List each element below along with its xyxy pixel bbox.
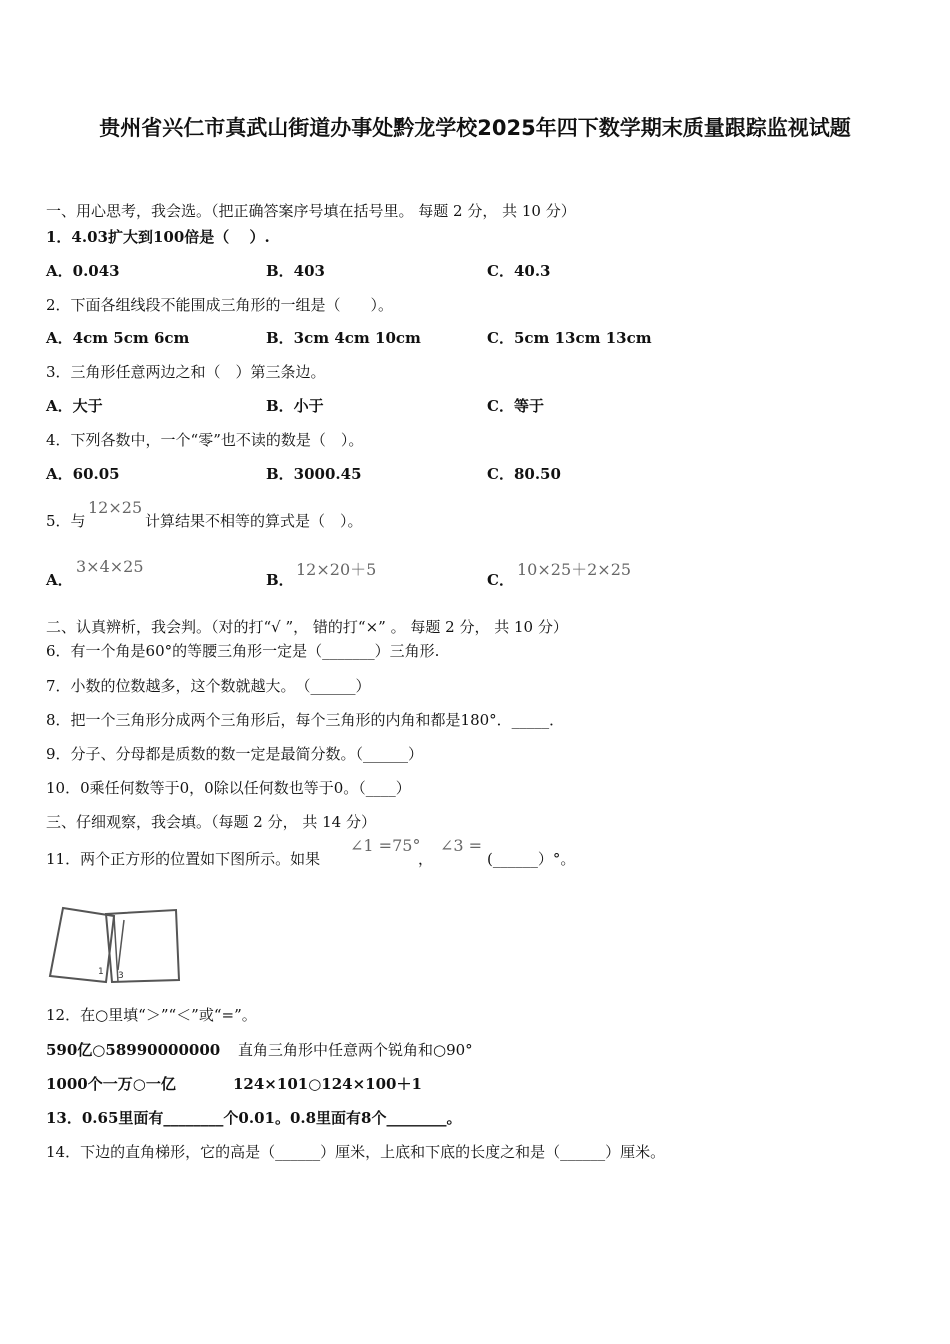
question-1-option-a: A．0.043 xyxy=(46,262,120,280)
question-11-separator: ， xyxy=(418,850,434,868)
question-7: 7．小数的位数越多，这个数就越大。 （______） xyxy=(46,677,371,695)
question-3-option-b: B．小于 xyxy=(266,397,324,415)
left-square xyxy=(50,908,114,982)
question-5-option-c: C． xyxy=(487,571,514,589)
question-2-option-c: C．5cm 13cm 13cm xyxy=(487,329,652,347)
angle-line-2 xyxy=(118,920,124,970)
question-1-option-b: B．403 xyxy=(266,262,325,280)
question-2-stem: 2．下面各组线段不能围成三角形的一组是（ ）。 xyxy=(46,296,394,314)
question-5-option-a-expression: 3×4×25 xyxy=(76,557,144,576)
question-10: 10．0乘任何数等于0，0除以任何数也等于0。（____） xyxy=(46,779,411,797)
question-5-option-a: A． xyxy=(46,571,73,589)
question-12-item-4: 124×101○124×100＋1 xyxy=(233,1075,422,1093)
section-2-heading: 二、认真辨析，我会判。（对的打“√ ”， 错的打“×” 。 每题 2 分， 共 10 分） xyxy=(46,618,568,636)
question-12-stem: 12．在○里填“＞”“＜”或“=”。 xyxy=(46,1006,257,1024)
question-1-option-c: C．40.3 xyxy=(487,262,551,280)
question-11-angle-1: ∠1 =75° xyxy=(350,836,421,855)
question-3-option-a: A．大于 xyxy=(46,397,103,415)
section-3-heading: 三、仔细观察，我会填。（每题 2 分， 共 14 分） xyxy=(46,813,376,831)
question-1-stem: 1．4.03扩大到100倍是（ ）. xyxy=(46,228,270,246)
question-5-suffix: 计算结果不相等的算式是（ ）。 xyxy=(145,512,363,530)
question-5-expression: 12×25 xyxy=(88,498,143,517)
question-13: 13．0.65里面有________个0.01。0.8里面有8个________。 xyxy=(46,1109,462,1127)
question-4-option-a: A．60.05 xyxy=(46,465,120,483)
question-12-item-3: 1000个一万○一亿 xyxy=(46,1075,176,1093)
question-5-prefix: 5．与 xyxy=(46,512,86,530)
two-squares-figure xyxy=(46,900,186,990)
page-title: 贵州省兴仁市真武山街道办事处黔龙学校2025年四下数学期末质量跟踪监视试题 xyxy=(99,116,851,140)
question-11-suffix: (______）°。 xyxy=(487,850,576,868)
question-9: 9．分子、分母都是质数的数一定是最简分数。（______） xyxy=(46,745,424,763)
question-12-item-2: 直角三角形中任意两个锐角和○90° xyxy=(238,1041,473,1059)
question-11-angle-3: ∠3 = xyxy=(440,836,483,855)
question-12-item-1: 590亿○58990000000 xyxy=(46,1041,221,1059)
question-2-option-a: A．4cm 5cm 6cm xyxy=(46,329,190,347)
question-5-option-b-expression: 12×20＋5 xyxy=(296,560,377,579)
question-6: 6．有一个角是60°的等腰三角形一定是（_______）三角形. xyxy=(46,642,440,660)
question-11-prefix: 11．两个正方形的位置如下图所示。如果 xyxy=(46,850,321,868)
section-1-heading: 一、用心思考，我会选。（把正确答案序号填在括号里。 每题 2 分， 共 10 分） xyxy=(46,202,576,220)
angle-label-1: 1 xyxy=(98,967,104,977)
question-4-stem: 4．下列各数中，一个“零”也不读的数是（ ）。 xyxy=(46,431,364,449)
question-3-stem: 3．三角形任意两边之和（ ）第三条边。 xyxy=(46,363,326,381)
question-5-option-c-expression: 10×25＋2×25 xyxy=(517,560,632,579)
question-14: 14．下边的直角梯形，它的高是（______）厘米，上底和下底的长度之和是（______）厘米。 xyxy=(46,1143,666,1161)
question-8: 8．把一个三角形分成两个三角形后，每个三角形的内角和都是180°．_____． xyxy=(46,711,565,729)
question-4-option-c: C．80.50 xyxy=(487,465,561,483)
question-4-option-b: B．3000.45 xyxy=(266,465,362,483)
question-5-option-b: B． xyxy=(266,571,294,589)
angle-label-3: 3 xyxy=(118,971,124,981)
question-2-option-b: B．3cm 4cm 10cm xyxy=(266,329,421,347)
question-3-option-c: C．等于 xyxy=(487,397,544,415)
